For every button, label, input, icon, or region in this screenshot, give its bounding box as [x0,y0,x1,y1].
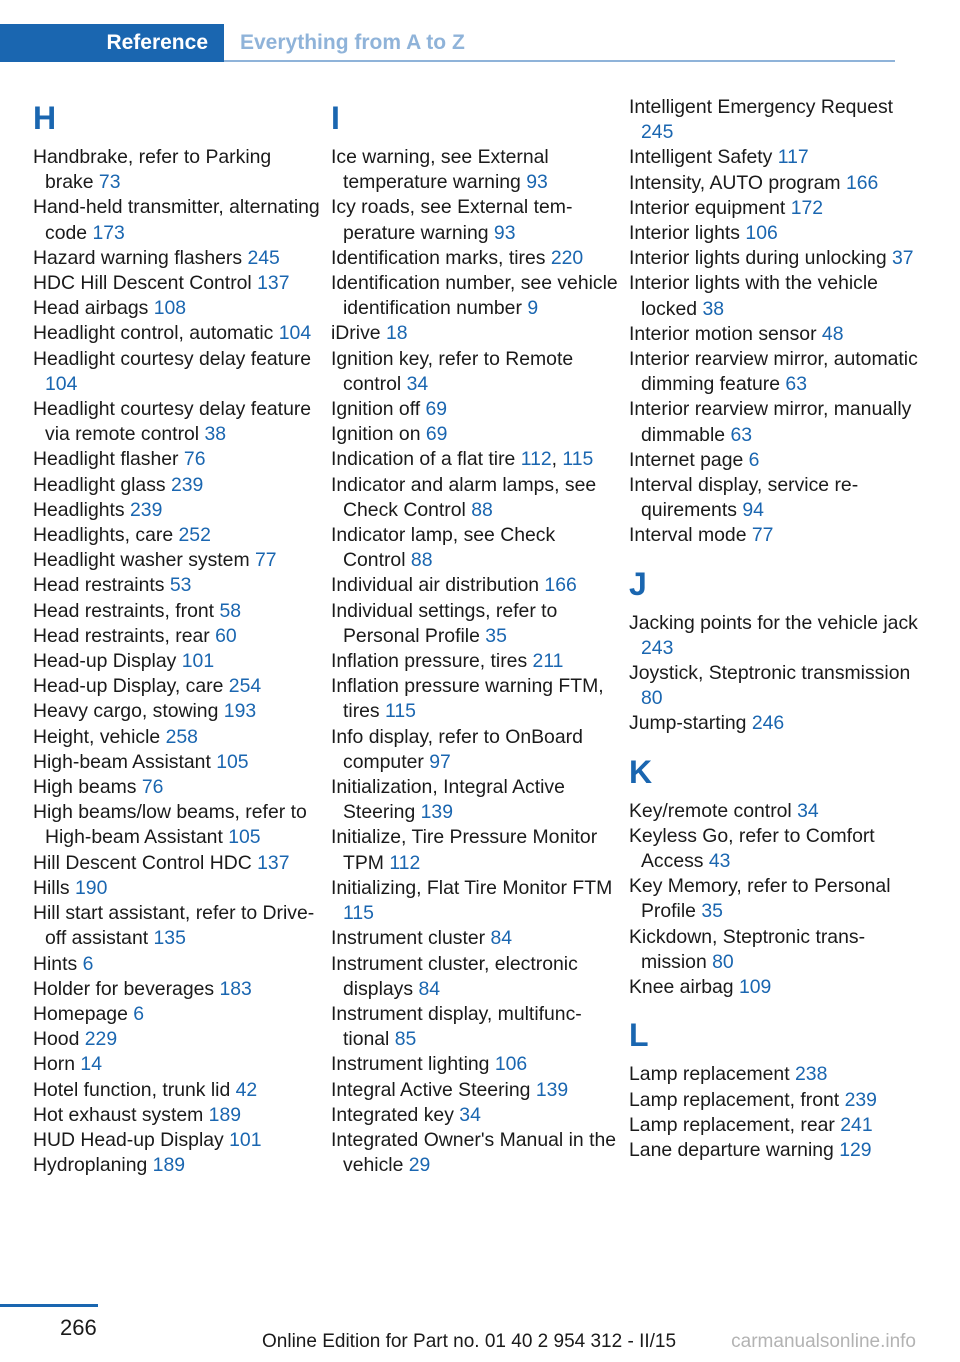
index-entry-text: Headlight glass [33,473,166,496]
index-entry-text: Identification marks, tires [331,246,546,269]
index-entry [331,573,621,598]
index-entry-text: Internet page [629,448,744,471]
page-link[interactable]: 38 [204,423,227,446]
page-link[interactable]: 94 [742,499,764,522]
page-number: 266 [60,1315,97,1340]
index-entry-text: Key/remote control [629,799,792,822]
index-entry-text: Info display, refer to OnBoard computer [331,725,583,773]
index-entry-text: Interior motion sensor [629,322,817,345]
page-header [0,24,895,62]
index-entry-text: High beams [33,776,137,799]
page-link[interactable]: 193 [223,700,257,723]
page-link[interactable]: 106 [745,222,778,245]
page-link[interactable]: 37 [892,247,914,270]
index-entry-text: Interval display, service requirements [629,474,859,522]
index-entry [33,649,323,674]
index-entry-text: Interior lights during unlocking [629,247,887,270]
index-entry-text: Interior equipment [629,196,786,219]
index-entry [33,1103,323,1128]
index-column-3 [629,95,919,1163]
page-link[interactable]: 53 [169,574,192,597]
page-link[interactable]: 88 [410,549,433,572]
index-entry-text: Head restraints, front [33,599,215,622]
index-entry-text: Interior rearview mirror, automatic dimming feature [629,348,918,396]
page-link[interactable]: 137 [257,272,290,295]
index-entry-text: Initialize, Tire Pressure Monitor TPM [331,826,598,874]
index-letter-heading: L [629,1017,649,1054]
index-entry [33,699,323,724]
index-entry-text: Integrated Owner's Manual in the vehicle [331,1128,617,1177]
page-link[interactable]: 254 [228,675,262,698]
page-link[interactable]: 246 [751,712,785,735]
page-link[interactable]: 58 [219,599,242,622]
index-entry [33,1153,323,1178]
index-entry [33,296,323,321]
index-entry [33,725,323,750]
page-link[interactable]: 239 [844,1088,877,1111]
page-link[interactable]: 34 [406,372,429,395]
index-entry [33,599,323,624]
page-link[interactable]: 115 [343,902,374,925]
index-entry [629,221,919,246]
index-column-2 [331,95,621,1178]
page-link[interactable]: 101 [229,1128,262,1151]
index-entry [629,925,919,975]
page-link[interactable]: 245 [641,121,674,144]
index-entry-text: Icy roads, see External temperature warning [331,196,573,244]
index-entry-text: Inflation pressure, tires [331,650,528,673]
index-entry: Indication of a flat tire 112, 115 [331,448,594,471]
index-entry [629,246,919,271]
page-link[interactable]: 115 [562,448,594,471]
page-link[interactable]: 77 [751,524,774,547]
index-entry-text: Hand-held transmitter, alternating code [33,196,320,244]
index-entry-text: Identification number, see vehicle identification number [331,272,618,320]
page-link[interactable]: 76 [141,776,164,799]
index-entry [629,196,919,221]
page-link[interactable]: 189 [208,1103,242,1126]
index-entry-text: Ignition on [331,423,421,446]
page-link[interactable]: 117 [777,146,809,169]
index-entry [33,750,323,775]
index-entry [331,952,621,1002]
index-entry [33,573,323,598]
index-entry [629,1113,919,1138]
index-entry [629,448,919,473]
index-entry-text: Horn [33,1053,76,1076]
page-link[interactable]: 77 [255,549,277,572]
page-link[interactable]: 229 [84,1028,118,1051]
index-entry [33,800,323,850]
index-entry-text: Jump-starting [629,712,747,735]
page-link[interactable]: 172 [790,196,824,219]
index-entry-text: Keyless Go, refer to Comfort Access [629,824,875,873]
header-rule [224,60,895,62]
index-letter-heading: I [331,100,340,136]
page-link[interactable]: 105 [228,826,261,849]
index-entry [629,711,919,736]
index-entry-text: Indication of a flat tire [331,448,516,471]
index-entry-text: iDrive [331,322,381,345]
index-entry-text: Hill start assistant, refer to Drive-off assistant [33,902,315,950]
index-entry [33,952,323,977]
index-entry-text: Lamp replacement, front [629,1088,840,1111]
index-entry [33,523,323,548]
page-link[interactable]: 35 [701,900,723,923]
index-entry-text: HUD Head-up Display [33,1128,224,1151]
index-entry-text: Headlight courtesy delay feature via remote control [33,398,312,446]
index-entry-text: Jacking points for the vehicle jack [629,611,918,634]
index-entry [629,397,919,447]
index-entry [33,1002,323,1027]
page-link[interactable]: 105 [216,750,249,773]
page-link[interactable]: 189 [152,1154,186,1177]
page-link[interactable]: 80 [641,687,663,710]
index-entry-text: Intensity, AUTO program [629,171,841,194]
page-link[interactable]: 18 [385,322,408,345]
chapter-tab[interactable]: Reference [0,24,224,62]
page-link[interactable]: 139 [535,1078,569,1101]
index-entry [331,825,621,875]
page-link[interactable]: 88 [471,498,493,521]
index-entry-text: Interior lights with the vehicle locked [629,272,878,320]
watermark: carmanualsonline.info [731,1331,916,1352]
index-entry-text: Indicator lamp, see Check Control [331,524,556,572]
page-link[interactable]: 211 [532,650,564,673]
index-entry [629,171,919,196]
index-entry-text: Head-up Display, care [33,675,224,698]
index-entry [629,611,919,661]
index-entry [629,322,919,347]
index-entry [331,271,621,321]
index-entry [33,347,323,397]
index-entry [33,498,323,523]
page-link[interactable]: 76 [183,448,206,471]
index-entry-text: Instrument lighting [331,1053,490,1076]
index-entry [331,1052,621,1077]
index-entry-text: Hill Descent Control HDC [33,851,252,874]
index-entry [629,824,919,874]
index-entry [33,1128,323,1153]
index-entry-text: Instrument cluster, electronic displays [331,952,578,1000]
index-entry [629,975,919,1000]
page-link[interactable]: 6 [82,952,94,975]
page-link[interactable]: 6 [748,448,760,471]
page-link[interactable]: 6 [133,1002,145,1025]
index-entry [331,246,621,271]
index-entry-text: Initializing, Flat Tire Monitor FTM [331,876,613,899]
index-entry-text: Intelligent Safety [629,146,773,169]
index-entry [33,246,323,271]
index-entry [33,851,323,876]
page-link[interactable]: 183 [219,977,252,1000]
page-link[interactable]: 69 [425,398,448,421]
index-entry [629,1138,919,1163]
index-entry-text: Inflation pressure warning FTM, tires [331,675,604,723]
index-entry [33,674,323,699]
page-link[interactable]: 9 [527,297,539,320]
index-letter-heading: J [629,565,647,602]
index-entry-text: Lamp replacement, rear [629,1113,835,1136]
edition-note: Online Edition for Part no. 01 40 2 954 312 - II/15 [262,1331,677,1352]
page-link[interactable]: 60 [215,624,237,647]
index-entry-text: Heavy cargo, stowing [33,700,219,723]
index-entry [629,271,919,321]
page-link[interactable]: 42 [235,1078,258,1101]
page-link[interactable]: 97 [429,750,451,773]
index-entry-text: Ignition off [331,398,421,421]
index-entry-text: Knee airbag [629,976,734,999]
page-link[interactable]: 137 [257,851,290,874]
page-link[interactable]: 173 [92,221,125,244]
index-entry [331,523,621,573]
page-link[interactable]: 14 [80,1053,102,1076]
page-link[interactable]: 93 [493,221,516,244]
page-link[interactable]: 104 [45,372,78,395]
index-entry [331,1103,621,1128]
index-entry [33,473,323,498]
index-entry-text: Headlights, care [33,524,174,547]
index-entry [33,775,323,800]
page-link[interactable]: 245 [247,246,280,269]
index-entry [33,548,323,573]
page-link[interactable]: 108 [153,297,187,320]
page-link[interactable]: 252 [178,524,211,547]
page-link[interactable]: 258 [165,725,198,748]
page-link[interactable]: 243 [641,636,674,659]
index-entry [629,145,919,170]
index-entry-text: Individual air distribution [331,574,540,597]
index-entry [331,1128,621,1178]
page-link[interactable]: 190 [75,876,108,899]
page-link[interactable]: 129 [839,1138,872,1161]
page-link[interactable]: 84 [418,977,441,1000]
page-link[interactable]: 112 [520,448,552,471]
index-entry-text: Instrument display, multifunctional [331,1002,582,1051]
page-link[interactable]: 239 [170,473,204,496]
page-link[interactable]: 241 [840,1113,873,1136]
index-entry [33,195,323,245]
index-entry-text: Headlight washer system [33,549,250,572]
page-link[interactable]: 93 [526,171,548,194]
index-entry-text: Joystick, Steptronic transmission [629,662,911,685]
index-entry-text: Homepage [33,1002,128,1025]
index-entry [33,271,323,296]
index-entry [33,321,323,346]
index-entry [33,447,323,472]
index-entry-text: Lamp replacement [629,1063,790,1086]
index-entry [33,1027,323,1052]
page-link[interactable]: 220 [550,246,584,269]
page-link[interactable]: 84 [490,927,513,950]
page-link[interactable]: 104 [278,322,312,345]
index-entry [331,876,621,926]
index-entry-text: Kickdown, Steptronic transmission [629,925,866,973]
page-link[interactable]: 48 [821,322,844,345]
index-entry [33,624,323,649]
index-entry-text: Initialization, Integral Active Steering [331,776,565,824]
index-entry [331,1002,621,1052]
index-entry [33,977,323,1002]
index-entry [331,397,621,422]
index-entry-text: Hints [33,952,78,975]
index-entry-text: Head airbags [33,297,149,320]
page-link[interactable]: 115 [385,700,416,723]
page-link[interactable]: 135 [153,927,186,950]
section-title: Everything from A to Z [240,31,465,54]
index-entry-text: Ignition key, refer to Remote control [331,347,574,395]
page-link[interactable]: 35 [485,624,507,647]
page-link[interactable]: 34 [797,799,819,822]
index-entry [629,799,919,824]
index-entry-text: Hydroplaning [33,1154,148,1177]
index-entry-text: Headlight courtesy delay feature [33,347,312,370]
page-link[interactable]: 85 [394,1028,417,1051]
page-link[interactable]: 139 [420,801,453,824]
index-entry-text: Hot exhaust system [33,1103,204,1126]
index-entry [331,321,621,346]
index-entry [33,1052,323,1077]
page-link[interactable]: 69 [425,423,448,446]
index-entry-text: Integral Active Steering [331,1078,531,1101]
index-entry [33,397,323,447]
page-link[interactable]: 106 [494,1053,528,1076]
index-entry [331,473,621,523]
page-link[interactable]: 166 [845,171,879,194]
footer-rule [0,1304,98,1307]
page-link[interactable]: 73 [98,171,121,194]
index-entry-text: Head-up Display [33,650,177,673]
index-entry [33,876,323,901]
index-entry-text: Intelligent Emergency Request [629,96,894,118]
index-column-1 [33,95,323,1178]
index-entry-text: Interior rearview mirror, manually dimmable [629,398,912,446]
index-entry [331,926,621,951]
index-entry-text: Hazard warning flashers [33,246,243,269]
page-link[interactable]: 239 [130,498,163,521]
index-entry-text: Key Memory, refer to Personal Profile [629,875,891,923]
page-link[interactable]: 34 [459,1103,481,1126]
page-link[interactable]: 109 [738,976,772,999]
index-entry-text: Handbrake, refer to Parking brake [33,146,272,194]
page-link[interactable]: 101 [181,650,215,673]
index-entry-text: Hills [33,876,70,899]
index-entry [629,661,919,711]
index-entry-text: Headlight flasher [33,448,179,471]
index-entry-text: HDC Hill Descent Control [33,272,252,295]
index-entry-text: Indicator and alarm lamps, see Check Control [331,473,597,521]
index-entry-text: Head restraints [33,574,165,597]
index-entry [629,347,919,397]
index-entry [629,874,919,924]
page-link[interactable]: 80 [712,950,734,973]
index-entry [331,674,621,724]
index-entry-text: Height, vehicle [33,725,161,748]
index-entry-text: Holder for beverages [33,977,215,1000]
index-entry [629,523,919,548]
index-entry-text: Individual settings, refer to Personal Profile [331,599,558,647]
index-entry-text: Hotel function, trunk lid [33,1078,231,1101]
index-entry [629,1088,919,1113]
page-link[interactable]: 63 [785,373,807,396]
index-entry-text: Instrument cluster [331,927,486,950]
index-letter-heading: K [629,753,653,790]
index-entry-text: High-beam Assistant [33,750,211,773]
index-entry [33,1078,323,1103]
index-entry [331,195,621,245]
index-entry-text: Integrated key [331,1103,454,1126]
index-entry [331,145,621,195]
index-entry-text: Headlights [33,498,125,521]
index-entry [331,725,621,775]
index-entry-text: Interval mode [629,524,747,547]
index-entry [629,95,919,145]
index-entry-text: Head restraints, rear [33,624,210,647]
index-entry [331,1078,621,1103]
index-entry-text: High beams/low beams, refer to High-beam Assistant [33,801,307,849]
index-entry [331,347,621,397]
index-entry [629,1062,919,1087]
index-entry-text: Interior lights [629,222,741,245]
index-entry-text: Hood [33,1028,80,1051]
page-link[interactable]: 63 [730,423,753,446]
index-letter-heading: H [33,100,57,136]
index-entry-text: Ice warning, see External temperature warning [331,146,549,194]
page-link[interactable]: 166 [544,574,577,597]
page-link[interactable]: 112 [389,851,421,874]
index-entry [33,145,323,195]
page-link[interactable]: 238 [795,1063,828,1086]
page-link[interactable]: 43 [708,850,731,873]
index-entry [629,473,919,523]
page-link[interactable]: 38 [702,297,725,320]
index-entry-text: Headlight control, automatic [33,322,274,345]
index-entry [331,775,621,825]
page-link[interactable]: 29 [408,1154,431,1177]
index-entry [331,422,621,447]
index-entry [331,649,621,674]
index-entry [331,599,621,649]
index-entry [33,901,323,951]
index-entry-text: Lane departure warning [629,1138,834,1161]
